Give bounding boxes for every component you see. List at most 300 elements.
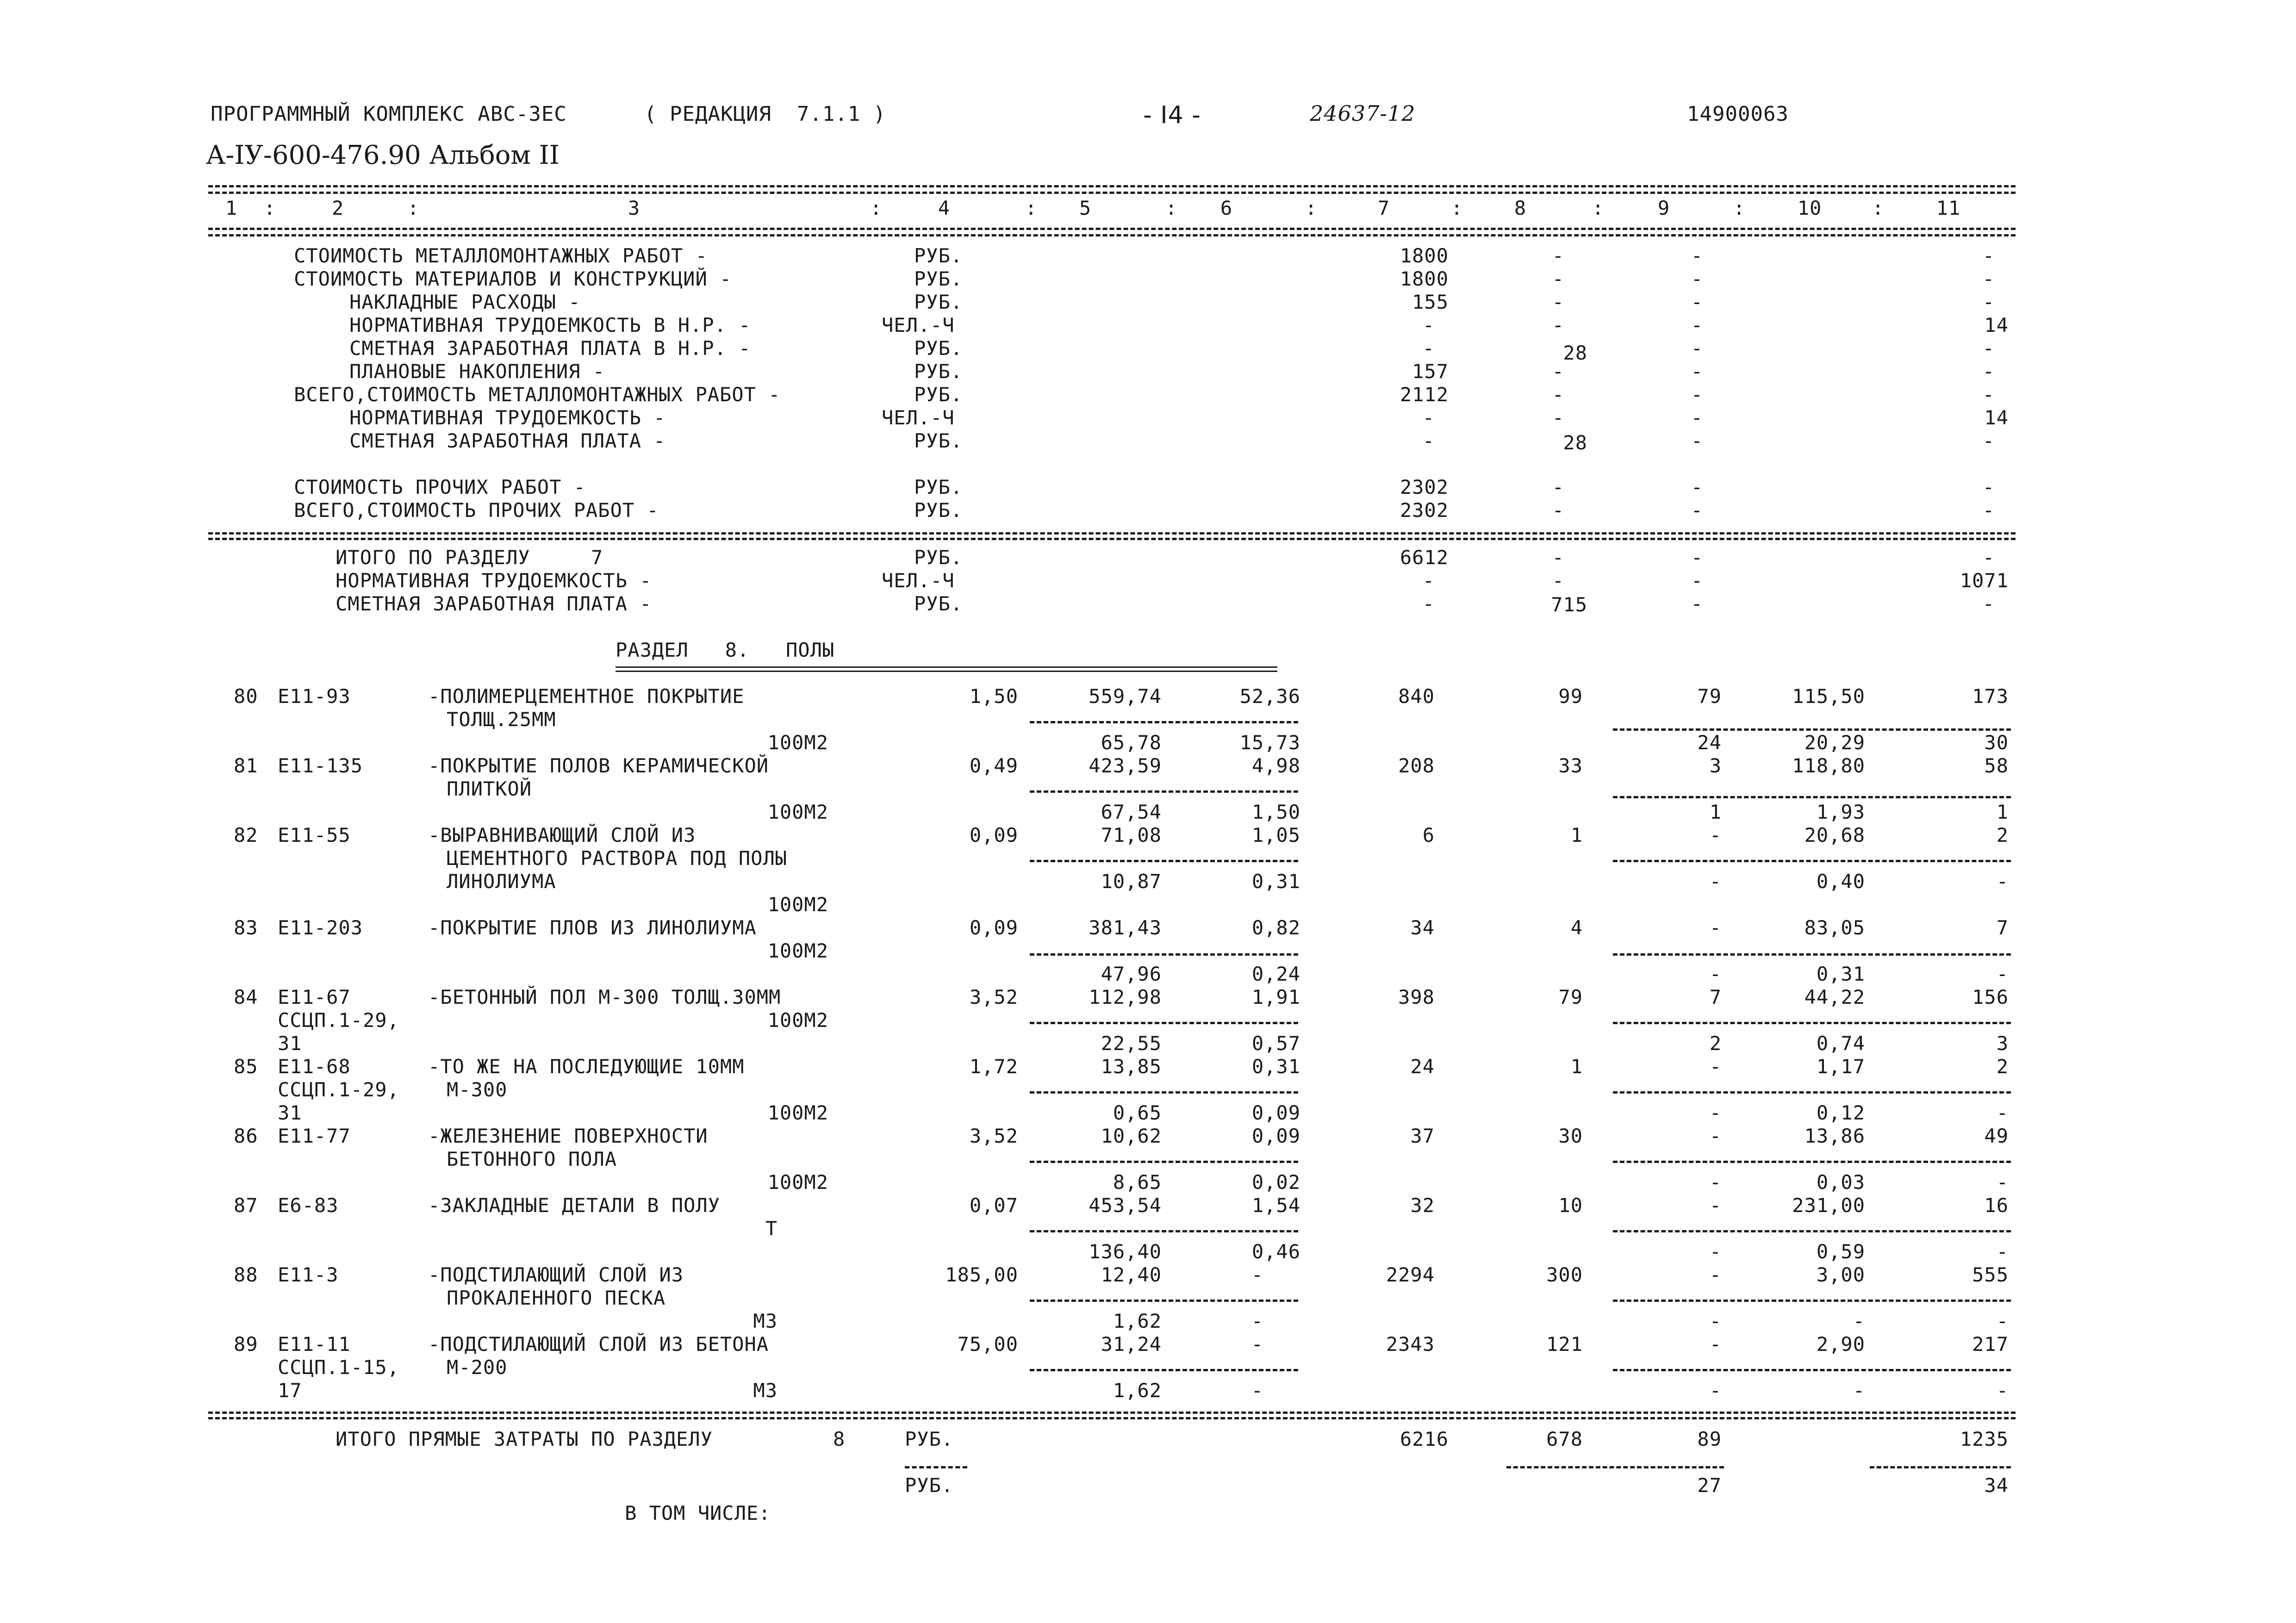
- cell-col9: -: [1691, 383, 1703, 406]
- cell-col6: -: [1251, 1333, 1263, 1356]
- row-label: ВСЕГО,СТОИМОСТЬ МЕТАЛЛОМОНТАЖНЫХ РАБОТ -: [294, 383, 781, 406]
- cell-col7: 840: [1398, 685, 1435, 708]
- subtotal-underline: [1613, 1230, 2011, 1232]
- cell-col10-sub: -: [1853, 1379, 1865, 1402]
- column-separator: :: [1305, 197, 1318, 219]
- handwritten-number: 24637-12: [1310, 101, 1416, 126]
- cell-col11-sub: -: [1996, 1101, 2009, 1124]
- cell-col10-sub: 0,40: [1816, 870, 1865, 893]
- cell-col5-sub: 136,40: [1089, 1240, 1162, 1263]
- cell-col8: 30: [1558, 1125, 1583, 1147]
- item-number: 84: [234, 986, 258, 1008]
- cell-col8: -: [1552, 383, 1564, 406]
- cell-col11: -: [1982, 291, 1995, 313]
- cell-col11-sub: -: [1996, 870, 2009, 893]
- cell-col8: -: [1552, 499, 1564, 522]
- cell-col9-sub: -: [1709, 1171, 1722, 1194]
- column-separator: :: [1592, 197, 1605, 219]
- row-label: НАКЛАДНЫЕ РАСХОДЫ -: [349, 291, 581, 313]
- cell-col8: -: [1552, 267, 1564, 290]
- cell-col7: 32: [1410, 1194, 1435, 1217]
- row-unit: ЧЕЛ.-Ч: [882, 406, 955, 429]
- cell-col4: 0,07: [969, 1194, 1018, 1217]
- cell-col6: -: [1251, 1263, 1263, 1286]
- cell-col8: 33: [1558, 754, 1583, 777]
- cell-col11: 217: [1972, 1333, 2009, 1356]
- item-code: Е11-3: [278, 1263, 339, 1286]
- row-label: СТОИМОСТЬ МАТЕРИАЛОВ И КОНСТРУКЦИЙ -: [294, 267, 732, 290]
- column-header-9: 9: [1657, 197, 1670, 219]
- cell-col6: 0,31: [1251, 1055, 1300, 1078]
- total-section-number: 8: [833, 1428, 846, 1450]
- subtotal-underline: [1030, 1300, 1298, 1302]
- total-col9-sub: 27: [1697, 1474, 1722, 1497]
- row-label: ПЛАНОВЫЕ НАКОПЛЕНИЯ -: [349, 360, 605, 383]
- row-unit: РУБ.: [914, 360, 963, 383]
- header-bottom-line-2: [208, 234, 2016, 236]
- subtotal-underline: [1870, 1466, 2011, 1468]
- cell-col10-sub: 0,03: [1816, 1171, 1865, 1194]
- cell-col4: 185,00: [945, 1263, 1018, 1286]
- cell-col6-sub: 0,57: [1251, 1032, 1300, 1055]
- cell-col11: -: [1982, 383, 1995, 406]
- item-unit: 100М2: [767, 1101, 828, 1124]
- cell-col5-sub: 22,55: [1101, 1032, 1162, 1055]
- total-col8: 678: [1546, 1428, 1583, 1450]
- cell-col10-sub: 0,31: [1816, 963, 1865, 985]
- cell-col5: 559,74: [1089, 685, 1162, 708]
- document-code: 14900063: [1687, 102, 1789, 126]
- row-unit: РУБ.: [914, 291, 963, 313]
- subtotal-underline: [1613, 953, 2011, 956]
- cell-col6-sub: -: [1251, 1379, 1263, 1402]
- cell-col5: 112,98: [1089, 986, 1162, 1008]
- cell-col8: 10: [1558, 1194, 1583, 1217]
- item-unit: 100М2: [767, 893, 828, 916]
- cell-col8: 28: [1563, 342, 1587, 364]
- subtotal-underline: [1506, 1466, 1724, 1468]
- cell-col10-sub: 0,12: [1816, 1101, 1865, 1124]
- item-name-line2: ТОЛЩ.25ММ: [447, 708, 556, 731]
- subtotal-underline: [1030, 790, 1298, 793]
- item-code-ref: ССЦП.1-29,: [278, 1009, 399, 1032]
- cell-col7: 6: [1422, 824, 1435, 846]
- item-unit: М3: [753, 1310, 778, 1332]
- cell-col7: 1800: [1400, 244, 1449, 267]
- subtotal-underline: [1613, 1022, 2011, 1024]
- cell-col11-sub: 3: [1996, 1032, 2009, 1055]
- subtotal-underline: [1030, 1230, 1298, 1232]
- row-label: СТОИМОСТЬ МЕТАЛЛОМОНТАЖНЫХ РАБОТ -: [294, 244, 708, 267]
- column-header-8: 8: [1514, 197, 1527, 219]
- column-header-5: 5: [1079, 197, 1092, 219]
- cell-col8: 99: [1558, 685, 1583, 708]
- item-name-line2: ПРОКАЛЕННОГО ПЕСКА: [447, 1287, 666, 1309]
- cell-col7: 2112: [1400, 383, 1449, 406]
- edition-label: ( РЕДАКЦИЯ 7.1.1 ): [644, 102, 886, 126]
- cell-col11: 14: [1984, 314, 2009, 336]
- cell-col5: 13,85: [1101, 1055, 1162, 1078]
- cell-col9: -: [1691, 337, 1703, 360]
- cell-col11: 2: [1996, 824, 2009, 846]
- cell-col11: -: [1982, 546, 1995, 569]
- cell-col10: 2,90: [1816, 1333, 1865, 1356]
- cell-col11: -: [1982, 499, 1995, 522]
- cell-col7: 208: [1398, 754, 1435, 777]
- cell-col9: -: [1709, 1263, 1722, 1286]
- cell-col8: -: [1552, 406, 1564, 429]
- section8-title: РАЗДЕЛ 8. ПОЛЫ: [616, 639, 835, 661]
- item-name-line2: М-200: [447, 1356, 508, 1379]
- cell-col4: 0,09: [969, 824, 1018, 846]
- cell-col10: 3,00: [1816, 1263, 1865, 1286]
- cell-col9: 3: [1709, 754, 1722, 777]
- cell-col9-sub: -: [1709, 1379, 1722, 1402]
- cell-col7: 24: [1410, 1055, 1435, 1078]
- subtotal-underline: [1030, 1161, 1298, 1163]
- cell-col11: -: [1982, 360, 1995, 383]
- cell-col9: -: [1709, 1333, 1722, 1356]
- cell-col11: 7: [1996, 916, 2009, 939]
- item-number: 85: [234, 1055, 258, 1078]
- cell-col6: 0,82: [1251, 916, 1300, 939]
- cell-col7: -: [1422, 429, 1435, 452]
- item-number: 87: [234, 1194, 258, 1217]
- cell-col5-sub: 8,65: [1113, 1171, 1162, 1194]
- cell-col9: -: [1691, 429, 1703, 452]
- item-unit: 100М2: [767, 731, 828, 754]
- item-name: -ТО ЖЕ НА ПОСЛЕДУЮЩИЕ 10ММ: [428, 1055, 745, 1078]
- cell-col9: 7: [1709, 986, 1722, 1008]
- cell-col10-sub: 20,29: [1804, 731, 1865, 754]
- cell-col10: 231,00: [1792, 1194, 1865, 1217]
- subtotal-underline: [1030, 1091, 1298, 1094]
- item-code: Е11-68: [278, 1055, 351, 1078]
- row-label: НОРМАТИВНАЯ ТРУДОЕМКОСТЬ -: [349, 406, 666, 429]
- total-label: ИТОГО ПРЯМЫЕ ЗАТРАТЫ ПО РАЗДЕЛУ: [336, 1428, 713, 1450]
- row-label: НОРМАТИВНАЯ ТРУДОЕМКОСТЬ В Н.Р. -: [349, 314, 751, 336]
- cell-col9: -: [1691, 360, 1703, 383]
- item-name: -ПОКРЫТИЕ ПОЛОВ КЕРАМИЧЕСКОЙ: [428, 754, 769, 777]
- item-name-line3: ЛИНОЛИУМА: [447, 870, 556, 893]
- cell-col9: -: [1709, 916, 1722, 939]
- item-name: -ВЫРАВНИВАЮЩИЙ СЛОЙ ИЗ: [428, 824, 696, 846]
- cell-col8: 28: [1563, 431, 1587, 454]
- cell-col8: 300: [1546, 1263, 1583, 1286]
- cell-col7: -: [1422, 314, 1435, 336]
- cell-col7: 34: [1410, 916, 1435, 939]
- row-label: СТОИМОСТЬ ПРОЧИХ РАБОТ -: [294, 476, 586, 498]
- row-unit: ЧЕЛ.-Ч: [882, 314, 955, 336]
- row-label: ВСЕГО,СТОИМОСТЬ ПРОЧИХ РАБОТ -: [294, 499, 659, 522]
- column-header-10: 10: [1797, 197, 1822, 219]
- item-unit: 100М2: [767, 1171, 828, 1194]
- item-code-ref2: 17: [278, 1379, 302, 1402]
- item-name-line2: ЦЕМЕНТНОГО РАСТВОРА ПОД ПОЛЫ: [447, 847, 788, 870]
- cell-col6-sub: 1,50: [1251, 801, 1300, 823]
- item-code: Е11-67: [278, 986, 351, 1008]
- cell-col5: 12,40: [1101, 1263, 1162, 1286]
- cell-col8: 1: [1570, 824, 1583, 846]
- item-code: Е11-203: [278, 916, 363, 939]
- item-code: Е11-135: [278, 754, 363, 777]
- cell-col11: 555: [1972, 1263, 2009, 1286]
- cell-col6-sub: 0,24: [1251, 963, 1300, 985]
- cell-col8: -: [1552, 291, 1564, 313]
- section8-total-line: [208, 1412, 2016, 1414]
- unit-underline: [905, 1466, 967, 1468]
- cell-col11-sub: 30: [1984, 731, 2009, 754]
- cell-col8: -: [1552, 476, 1564, 498]
- cell-col6-sub: 0,46: [1251, 1240, 1300, 1263]
- cell-col9-sub: 1: [1709, 801, 1722, 823]
- row-label: НОРМАТИВНАЯ ТРУДОЕМКОСТЬ -: [336, 569, 652, 592]
- cell-col11: -: [1982, 267, 1995, 290]
- cell-col11-sub: 1: [1996, 801, 2009, 823]
- item-number: 80: [234, 685, 258, 708]
- cell-col11: 173: [1972, 685, 2009, 708]
- column-separator: :: [1025, 197, 1038, 219]
- item-number: 82: [234, 824, 258, 846]
- cell-col5-sub: 0,65: [1113, 1101, 1162, 1124]
- item-code-ref: ССЦП.1-15,: [278, 1356, 399, 1379]
- cell-col10: 115,50: [1792, 685, 1865, 708]
- subtotal-underline: [1613, 1091, 2011, 1094]
- cell-col9-sub: -: [1709, 963, 1722, 985]
- item-code: Е11-93: [278, 685, 351, 708]
- section8-total-line-2: [208, 1417, 2016, 1419]
- item-name: -ПОЛИМЕРЦЕМЕНТНОЕ ПОКРЫТИЕ: [428, 685, 745, 708]
- cell-col11: 156: [1972, 986, 2009, 1008]
- item-name: -ПОДСТИЛАЮЩИЙ СЛОЙ ИЗ БЕТОНА: [428, 1333, 769, 1356]
- cell-col11-sub: -: [1996, 963, 2009, 985]
- item-name: -ПОКРЫТИЕ ПЛОВ ИЗ ЛИНОЛИУМА: [428, 916, 757, 939]
- total-col9: 89: [1697, 1428, 1722, 1450]
- cell-col9: -: [1709, 1055, 1722, 1078]
- cell-col5: 10,62: [1101, 1125, 1162, 1147]
- section8-title-underline: [616, 666, 1277, 672]
- cell-col5-sub: 1,62: [1113, 1310, 1162, 1332]
- column-separator: :: [870, 197, 883, 219]
- page-number: - I4 -: [1143, 101, 1201, 129]
- cell-col11-sub: -: [1996, 1379, 2009, 1402]
- cell-col11: 49: [1984, 1125, 2009, 1147]
- cell-col7: 157: [1412, 360, 1449, 383]
- cell-col7: 155: [1412, 291, 1449, 313]
- section7-total-line-2: [208, 538, 2016, 540]
- row-unit: РУБ.: [914, 267, 963, 290]
- cell-col8: 715: [1551, 593, 1587, 616]
- subtotal-underline: [1030, 1022, 1298, 1024]
- item-unit: 100М2: [767, 939, 828, 962]
- cell-col10-sub: -: [1853, 1310, 1865, 1332]
- cell-col11: -: [1982, 476, 1995, 498]
- cell-col10: 1,17: [1816, 1055, 1865, 1078]
- item-number: 86: [234, 1125, 258, 1147]
- cell-col11: 58: [1984, 754, 2009, 777]
- cell-col10-sub: 0,59: [1816, 1240, 1865, 1263]
- cell-col7: -: [1422, 406, 1435, 429]
- cell-col5-sub: 1,62: [1113, 1379, 1162, 1402]
- column-separator: :: [407, 197, 420, 219]
- cell-col7: -: [1422, 569, 1435, 592]
- item-code-ref2: 31: [278, 1032, 302, 1055]
- column-header-7: 7: [1377, 197, 1390, 219]
- cell-col8: 1: [1570, 1055, 1583, 1078]
- row-unit: РУБ.: [914, 244, 963, 267]
- header-top-line-2: [208, 192, 2016, 194]
- item-code: Е11-55: [278, 824, 351, 846]
- subtotal-underline: [1613, 796, 2011, 798]
- cell-col10: 20,68: [1804, 824, 1865, 846]
- item-name-line2: М-300: [447, 1078, 508, 1101]
- cell-col11-sub: -: [1996, 1240, 2009, 1263]
- cell-col9: -: [1709, 1125, 1722, 1147]
- total-col11-sub: 34: [1984, 1474, 2009, 1497]
- item-name: -БЕТОННЫЙ ПОЛ М-300 ТОЛЩ.30ММ: [428, 986, 781, 1008]
- item-name: -ПОДСТИЛАЮЩИЙ СЛОЙ ИЗ: [428, 1263, 684, 1286]
- cell-col11: -: [1982, 592, 1995, 615]
- cell-col9: -: [1709, 1194, 1722, 1217]
- total-unit-2: РУБ.: [905, 1474, 954, 1497]
- cell-col6: 52,36: [1239, 685, 1300, 708]
- subtotal-underline: [1030, 721, 1298, 723]
- cell-col6: 1,54: [1251, 1194, 1300, 1217]
- cell-col6: 4,98: [1251, 754, 1300, 777]
- cell-col8: -: [1552, 360, 1564, 383]
- cell-col11: -: [1982, 429, 1995, 452]
- cell-col6: 0,09: [1251, 1125, 1300, 1147]
- row-unit: ЧЕЛ.-Ч: [882, 569, 955, 592]
- cell-col8: -: [1552, 244, 1564, 267]
- row-unit: РУБ.: [914, 546, 963, 569]
- item-number: 83: [234, 916, 258, 939]
- cell-col6-sub: 0,31: [1251, 870, 1300, 893]
- section7-total-line: [208, 532, 2016, 535]
- subtotal-underline: [1613, 1369, 2011, 1371]
- row-unit: РУБ.: [914, 429, 963, 452]
- subtotal-underline: [1030, 953, 1298, 956]
- cell-col5-sub: 67,54: [1101, 801, 1162, 823]
- item-name: -ЖЕЛЕЗНЕНИЕ ПОВЕРХНОСТИ: [428, 1125, 708, 1147]
- cell-col7: 1800: [1400, 267, 1449, 290]
- cell-col4: 3,52: [969, 986, 1018, 1008]
- cell-col10: 118,80: [1792, 754, 1865, 777]
- cell-col11: 16: [1984, 1194, 2009, 1217]
- cell-col10: 44,22: [1804, 986, 1865, 1008]
- item-code: Е6-83: [278, 1194, 339, 1217]
- cell-col11: -: [1982, 244, 1995, 267]
- cell-col5-sub: 10,87: [1101, 870, 1162, 893]
- cell-col9: -: [1691, 476, 1703, 498]
- cell-col10: 83,05: [1804, 916, 1865, 939]
- row-unit: РУБ.: [914, 592, 963, 615]
- subtotal-underline: [1613, 728, 2011, 731]
- cell-col10-sub: 0,74: [1816, 1032, 1865, 1055]
- cell-col9: -: [1691, 406, 1703, 429]
- cell-col11-sub: -: [1996, 1171, 2009, 1194]
- subtotal-underline: [1613, 1161, 2011, 1163]
- cell-col5: 423,59: [1089, 754, 1162, 777]
- cell-col6: 1,05: [1251, 824, 1300, 846]
- cell-col4: 0,49: [969, 754, 1018, 777]
- album-label: А-IУ-600-476.90 Альбом II: [206, 140, 560, 170]
- column-separator: :: [1165, 197, 1178, 219]
- item-code: Е11-11: [278, 1333, 351, 1356]
- cell-col6-sub: 0,09: [1251, 1101, 1300, 1124]
- cell-col11: 1071: [1960, 569, 2009, 592]
- item-code-ref2: 31: [278, 1101, 302, 1124]
- cell-col6-sub: -: [1251, 1310, 1263, 1332]
- cell-col8: -: [1552, 569, 1564, 592]
- cell-col5: 71,08: [1101, 824, 1162, 846]
- cell-col7: 2302: [1400, 476, 1449, 498]
- item-number: 89: [234, 1333, 258, 1356]
- cell-col10: 13,86: [1804, 1125, 1865, 1147]
- cell-col4: 3,52: [969, 1125, 1018, 1147]
- row-unit: РУБ.: [914, 499, 963, 522]
- cell-col7: 2302: [1400, 499, 1449, 522]
- cell-col11: -: [1982, 337, 1995, 360]
- column-header-4: 4: [938, 197, 951, 219]
- column-header-11: 11: [1936, 197, 1961, 219]
- row-label: СМЕТНАЯ ЗАРАБОТНАЯ ПЛАТА В Н.Р. -: [349, 337, 751, 360]
- cell-col9: -: [1691, 291, 1703, 313]
- row-label: СМЕТНАЯ ЗАРАБОТНАЯ ПЛАТА -: [349, 429, 666, 452]
- cell-col10-sub: 1,93: [1816, 801, 1865, 823]
- program-title: ПРОГРАММНЫЙ КОМПЛЕКС АВС-3ЕС: [211, 102, 567, 126]
- cell-col11: 14: [1984, 406, 2009, 429]
- cell-col5-sub: 65,78: [1101, 731, 1162, 754]
- row-unit: РУБ.: [914, 337, 963, 360]
- item-name: -ЗАКЛАДНЫЕ ДЕТАЛИ В ПОЛУ: [428, 1194, 720, 1217]
- item-unit: Т: [765, 1217, 778, 1240]
- item-unit: 100М2: [767, 1009, 828, 1032]
- cell-col9-sub: -: [1709, 1310, 1722, 1332]
- cell-col7: -: [1422, 592, 1435, 615]
- column-header-2: 2: [331, 197, 344, 219]
- item-code-ref: ССЦП.1-29,: [278, 1078, 399, 1101]
- cell-col9: 79: [1697, 685, 1722, 708]
- cell-col4: 1,72: [969, 1055, 1018, 1078]
- column-header-3: 3: [628, 197, 641, 219]
- cell-col7: 2294: [1386, 1263, 1435, 1286]
- total-col7: 6216: [1400, 1428, 1449, 1450]
- row-unit: РУБ.: [914, 383, 963, 406]
- column-separator: :: [1872, 197, 1885, 219]
- cell-col9: -: [1691, 569, 1703, 592]
- cell-col11: 2: [1996, 1055, 2009, 1078]
- cell-col9-sub: -: [1709, 870, 1722, 893]
- cell-col8: -: [1552, 314, 1564, 336]
- cell-col5: 31,24: [1101, 1333, 1162, 1356]
- cell-col9: -: [1691, 546, 1703, 569]
- cell-col9: -: [1691, 267, 1703, 290]
- cell-col6-sub: 0,02: [1251, 1171, 1300, 1194]
- row-label: ИТОГО ПО РАЗДЕЛУ 7: [336, 546, 604, 569]
- subtotal-underline: [1613, 1300, 2011, 1302]
- cell-col9: -: [1691, 592, 1703, 615]
- cell-col8: -: [1552, 546, 1564, 569]
- cell-col9-sub: -: [1709, 1101, 1722, 1124]
- cell-col7: -: [1422, 337, 1435, 360]
- cell-col7: 2343: [1386, 1333, 1435, 1356]
- subtotal-underline: [1030, 1369, 1298, 1371]
- cell-col9-sub: 2: [1709, 1032, 1722, 1055]
- cell-col11-sub: -: [1996, 1310, 2009, 1332]
- item-name-line2: ПЛИТКОЙ: [447, 777, 532, 800]
- cell-col8: 121: [1546, 1333, 1583, 1356]
